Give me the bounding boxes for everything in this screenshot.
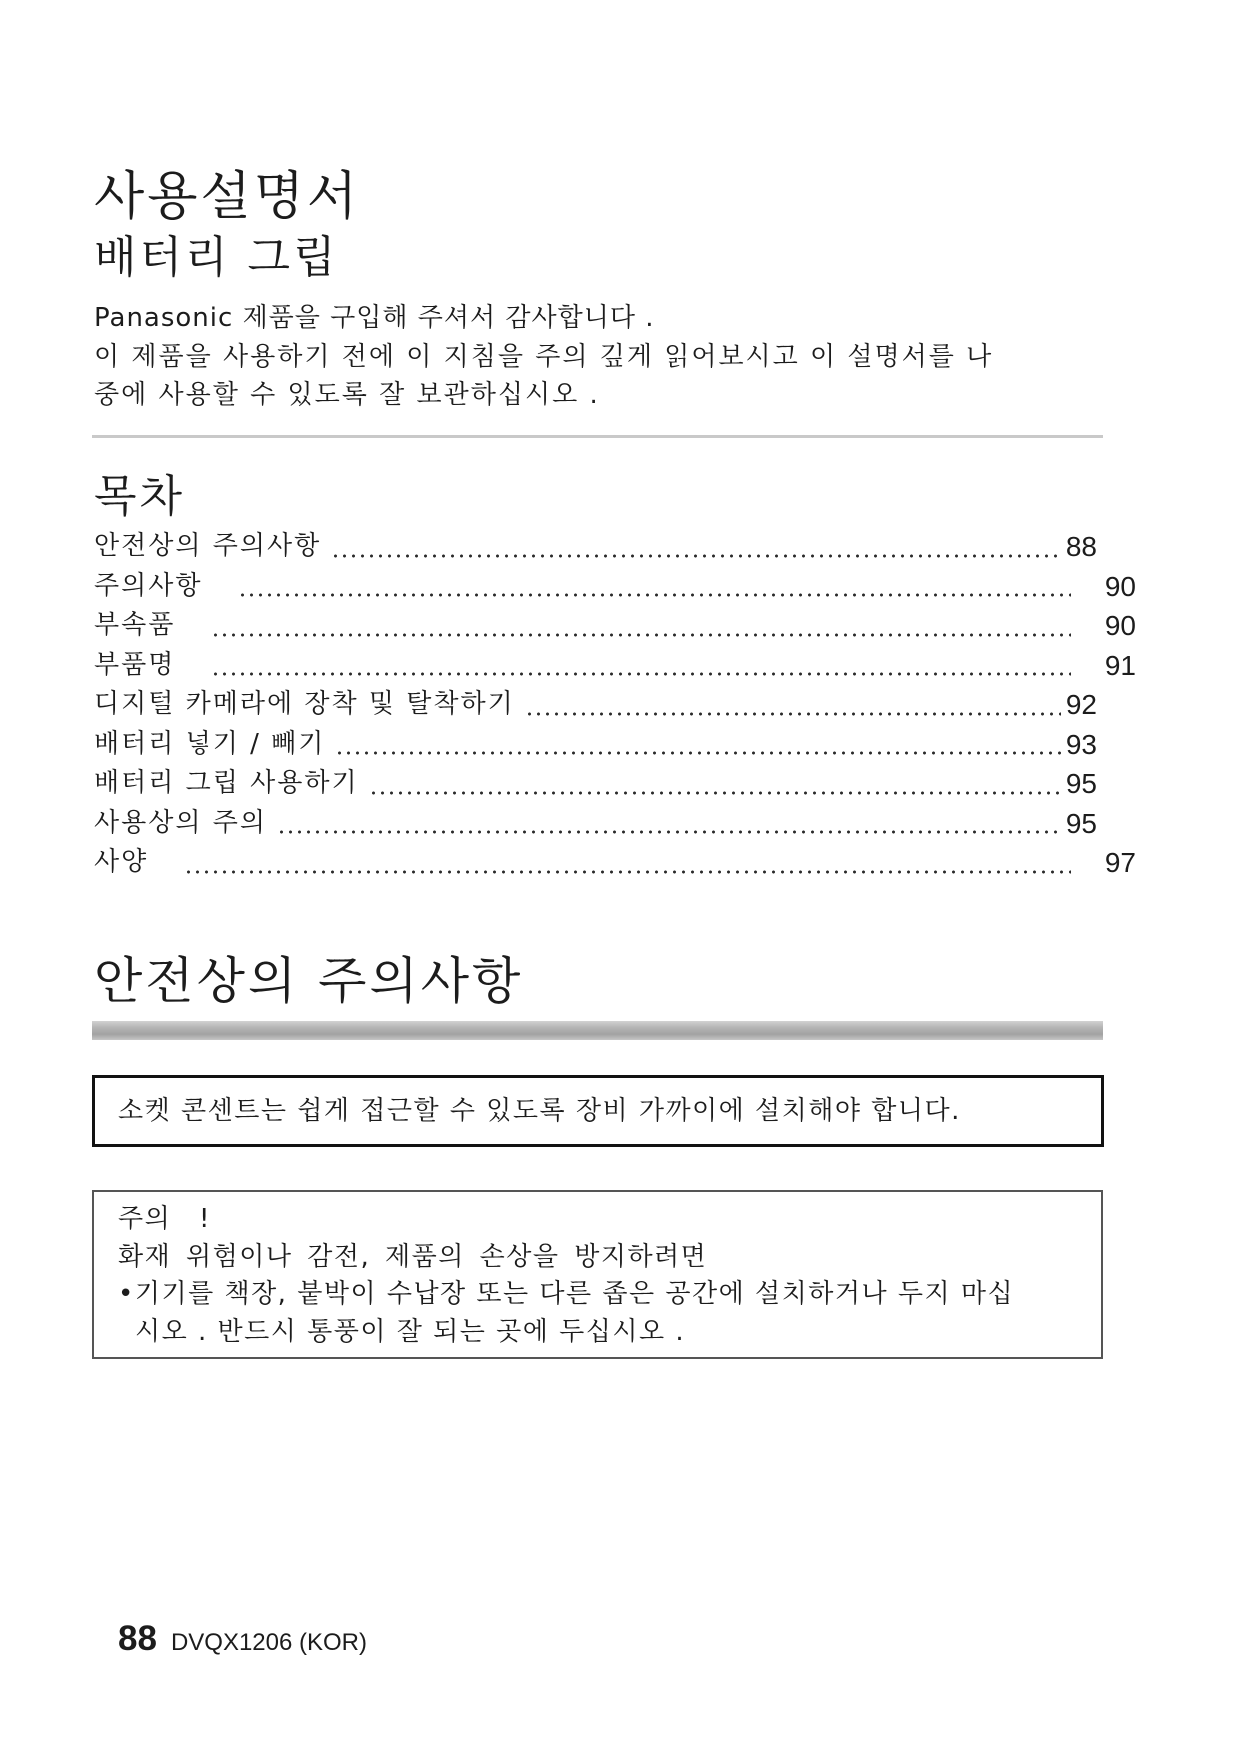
dot-leader: [211, 606, 1070, 646]
toc-entry-label: 사양: [94, 847, 149, 877]
intro-line: 중에 사용할 수 있도록 잘 보관하십시오 .: [94, 380, 600, 410]
toc-entry-page: 92: [1065, 689, 1097, 720]
table-of-contents: [94, 527, 1136, 883]
toc-entry: [94, 725, 1136, 765]
toc-entry-page: 95: [1065, 807, 1097, 839]
dot-leader: [335, 725, 1060, 765]
toc-entry-page: 91: [1104, 649, 1136, 681]
toc-entry-page: 95: [1065, 768, 1097, 799]
dot-leader: [277, 804, 1061, 844]
toc-entry-label: 부속품: [94, 610, 176, 640]
caution-box: [92, 1190, 1103, 1359]
toc-entry-label: 안전상의 주의사항: [94, 531, 322, 561]
dot-leader: [238, 567, 1070, 607]
toc-entry-label: 배터리 넣기 / 빼기: [94, 728, 326, 759]
toc-heading: 목차: [94, 471, 186, 522]
document-code: DVQX1206 (KOR): [170, 1629, 368, 1656]
safety-section-heading: 안전상의 주의사항: [94, 952, 524, 1010]
toc-entry: [94, 843, 1136, 883]
toc-entry: [94, 527, 1136, 567]
intro-paragraph: [94, 299, 993, 415]
toc-entry-label: 디지털 카메라에 장착 및 탈착하기: [94, 689, 515, 719]
document-title: 사용설명서: [94, 167, 361, 227]
toc-entry-label: 부품명: [94, 649, 176, 680]
caution-lead: 화재 위험이나 감전, 제품의 손상을 방지하려면: [118, 1241, 708, 1272]
toc-entry: [94, 685, 1136, 725]
toc-entry: [94, 606, 1136, 646]
toc-entry-page: 88: [1065, 531, 1097, 562]
toc-entry-label: 배터리 그립 사용하기: [94, 768, 359, 798]
caution-title: 주의 !: [118, 1204, 211, 1234]
page-number: 88: [118, 1619, 157, 1658]
toc-entry-page: 90: [1104, 570, 1136, 602]
socket-notice-text: 소켓 콘센트는 쉽게 접근할 수 있도록 장비 가까이에 설치해야 합니다.: [118, 1096, 961, 1126]
toc-entry: [94, 646, 1136, 686]
heading-underline-bar: [92, 1021, 1103, 1040]
toc-entry-label: 주의사항: [94, 570, 203, 601]
dot-leader: [184, 843, 1071, 883]
toc-entry: [94, 804, 1136, 844]
dot-leader: [331, 527, 1061, 567]
caution-bullet-line: •기기를 책장, 붙박이 수납장 또는 다른 좁은 공간에 설치하거나 두지 마십: [118, 1279, 1015, 1309]
caution-bullet-line: 시오 . 반드시 통풍이 잘 되는 곳에 두십시오 .: [135, 1316, 686, 1347]
dot-leader: [369, 764, 1061, 804]
section-divider: [92, 435, 1103, 438]
intro-line: Panasonic 제품을 구입해 주셔서 감사합니다 .: [94, 303, 655, 333]
toc-entry-page: 90: [1104, 610, 1136, 641]
toc-entry: [94, 567, 1136, 607]
dot-leader: [211, 646, 1070, 686]
page-footer: [118, 1618, 367, 1664]
document-subtitle: 배터리 그립: [94, 232, 339, 283]
socket-notice-box: [92, 1075, 1104, 1147]
toc-entry: [94, 764, 1136, 804]
toc-entry-page: 97: [1104, 847, 1136, 878]
dot-leader: [525, 685, 1061, 725]
toc-entry-page: 93: [1065, 728, 1097, 760]
intro-line: 이 제품을 사용하기 전에 이 지침을 주의 깊게 읽어보시고 이 설명서를 나: [94, 341, 994, 372]
toc-entry-label: 사용상의 주의: [94, 807, 267, 838]
